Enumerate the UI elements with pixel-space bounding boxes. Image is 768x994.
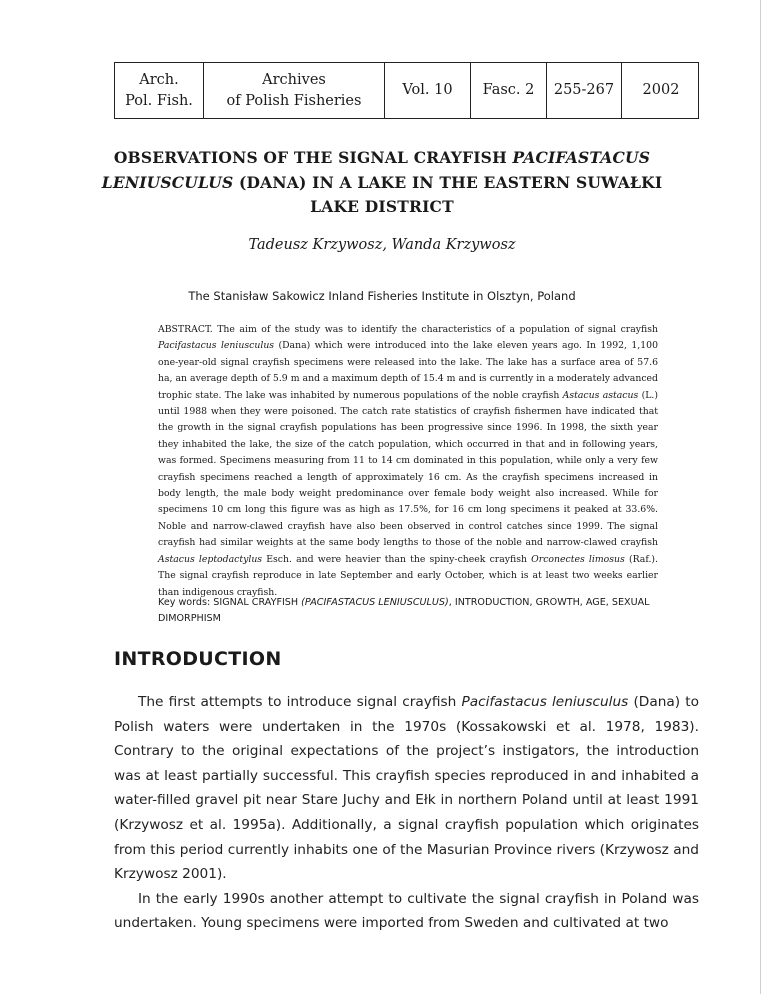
volume-cell: Vol. 10 bbox=[385, 63, 471, 118]
section-heading: INTRODUCTION bbox=[114, 648, 282, 670]
abstract-species-1: Pacifastacus leniusculus bbox=[158, 340, 275, 352]
title-part2: (DANA) IN A LAKE IN THE EASTERN SUWAŁKI LAKE DISTRICT bbox=[233, 172, 663, 216]
journal-full-cell bbox=[204, 63, 385, 118]
title-species-1: PACIFASTACUS bbox=[512, 148, 651, 167]
pages-cell: 255-267 bbox=[547, 63, 622, 118]
year-cell: 2002 bbox=[642, 82, 680, 98]
paragraph: In the early 1990s another attempt to cultivate the signal crayfish in Poland was undertaken. Young specimens were imported from Sweden and cultivated at two bbox=[114, 890, 699, 932]
abstract-text-3: (L.) until 1988 when they were poisoned. The catch rate statistics of crayfish fishermen have indicated that the growth in the signal crayfish populations has been progressive since 1996. In 1998, the sixth year they inhabited the lake, the size of the catch population, which occurred in that and in following years, was formed. Specimens measuring from 11 to 14 cm dominated in this population, while only a very few crayfish specimens reached a length of approximately 16 cm. As the crayfish specimens increased in body length, the male body weight predominance over female body weight also increased. While for specimens 10 cm long this figure was as high as 17.5%, for 16 cm long specimens it peaked at 33.6%. Noble and narrow-clawed crayfish have also been observed in control catches since 1999. The signal crayfish had similar weights at the same body lengths to those of the noble and narrow-clawed crayfish bbox=[158, 389, 658, 549]
keywords-suffix: , INTRODUCTION, GROWTH, AGE, SEXUAL DIMORPHISM bbox=[158, 597, 650, 624]
p1-species: Pacifastacus leniusculus bbox=[461, 694, 629, 710]
journal-abbr-line1: Arch. bbox=[139, 71, 179, 88]
abstract-text-2: (Dana) which were introduced into the lake eleven years ago. In 1992, 1,100 one-year-old signal crayfish specimens were released into the lake. The lake has a surface area of 57.6 ha, an average depth of 5.9 m and a maximum depth of 15.4 m and is currently in a moderately advanced trophic state. The lake was inhabited by numerous populations of the noble crayfish bbox=[158, 340, 658, 401]
keywords bbox=[158, 595, 658, 627]
abstract-species-4: Orconectes limosus bbox=[531, 553, 625, 565]
abstract-species-3: Astacus leptodactylus bbox=[158, 553, 263, 565]
p1-text-b: (Dana) to Polish waters were undertaken in the 1970s (Kossakowski et al. 1978, 1983). Contrary to the original expectations of the project’s instigators, the introduction was at least partially successful. This crayfish species reproduced in and inhabited a water-filled gravel pit near Stare Juchy and Ełk in northern Poland until at least 1991 (Krzywosz et al. 1995a). Additionally, a signal crayfish population which originates from this period currently inhabits one of the Masurian Province rivers (Krzywosz and Krzywosz 2001). bbox=[114, 694, 699, 883]
journal-header-table bbox=[114, 62, 699, 119]
fascicle-cell: Fasc. 2 bbox=[471, 63, 547, 118]
abstract-text-5: (Raf.). The signal crayfish reproduce in late September and early October, which is at least two weeks earlier than indigenous crayfish. bbox=[158, 553, 658, 598]
affiliation: The Stanisław Sakowicz Inland Fisheries Institute in Olsztyn, Poland bbox=[188, 289, 576, 303]
abstract-species-2: Astacus astacus bbox=[562, 389, 639, 401]
authors: Tadeusz Krzywosz, Wanda Krzywosz bbox=[248, 237, 516, 253]
introduction-body bbox=[114, 690, 699, 936]
journal-full-line2: of Polish Fisheries bbox=[226, 92, 362, 109]
abstract-text-1: ABSTRACT. The aim of the study was to identify the characteristics of a population of signal crayfish bbox=[158, 324, 658, 335]
journal-abbr-cell bbox=[115, 63, 204, 118]
journal-full-line1: Archives bbox=[262, 71, 326, 88]
keywords-prefix: Key words: SIGNAL CRAYFISH bbox=[158, 597, 302, 608]
keywords-species: (PACIFASTACUS LENIUSCULUS) bbox=[301, 597, 449, 608]
paragraph bbox=[114, 690, 699, 887]
p1-text-a: The first attempts to introduce signal crayfish bbox=[138, 694, 462, 710]
title-part1: OBSERVATIONS OF THE SIGNAL CRAYFISH bbox=[113, 148, 513, 167]
paper-title bbox=[100, 146, 664, 220]
title-species-2: LENIUSCULUS bbox=[101, 172, 234, 192]
journal-abbr-line2: Pol. Fish. bbox=[125, 92, 193, 109]
abstract bbox=[158, 322, 658, 601]
abstract-text-4: Esch. and were heavier than the spiny-cheek crayfish bbox=[262, 553, 532, 565]
